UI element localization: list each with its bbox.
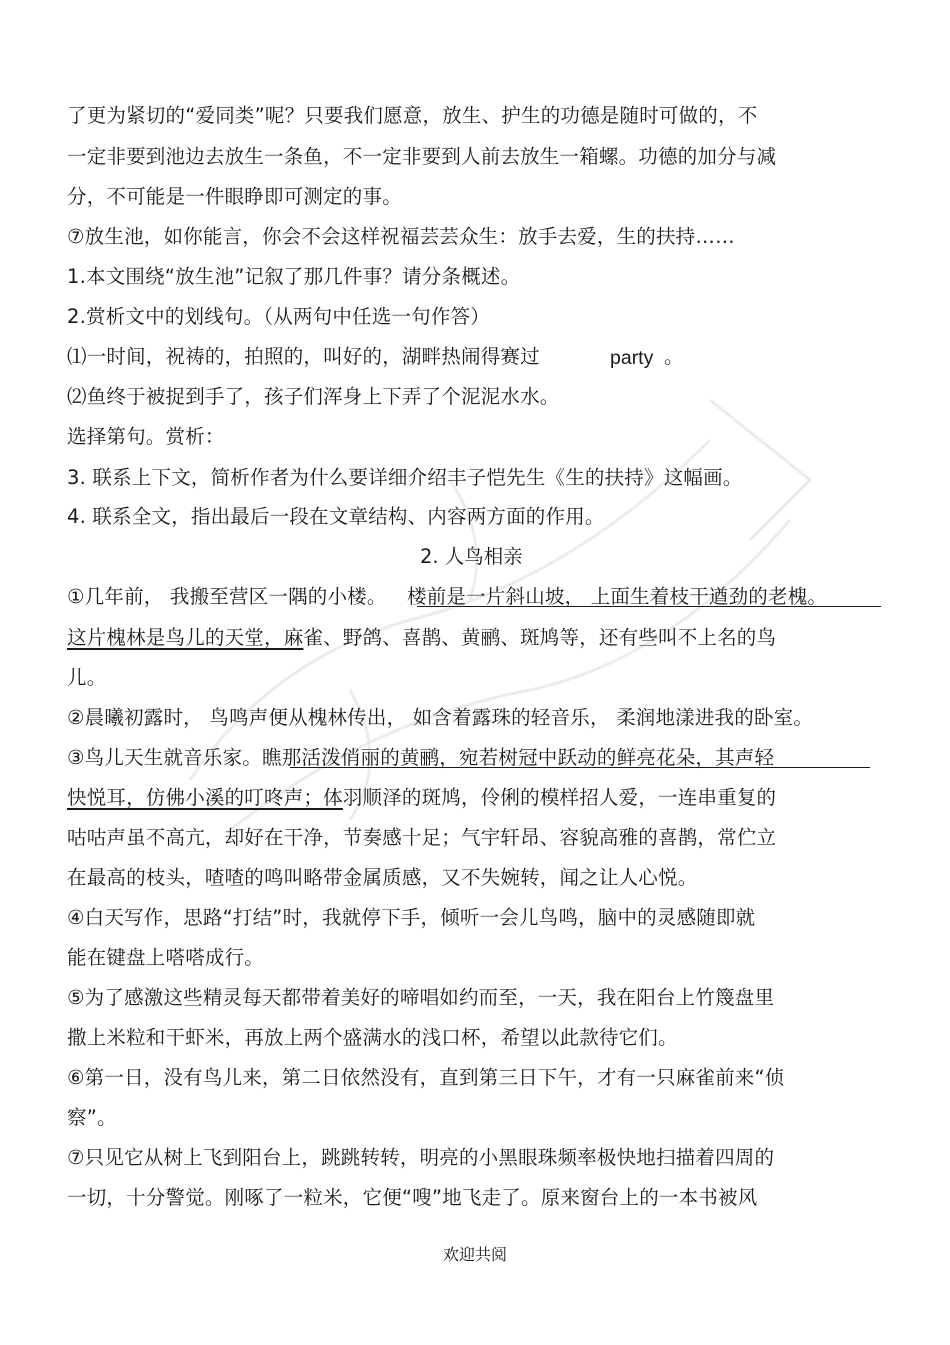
underline-rule [417,606,881,607]
answer-prompt: 选择第句。赏析： [67,425,225,448]
paragraph-4-line-2: 能在键盘上嗒嗒成行。 [67,946,265,969]
paragraph-5-line-1: ⑤为了感激这些精灵每天都带着美好的啼唱如约而至，一天，我在阳台上竹篾盘里 [67,986,775,1009]
text-line: 一定非要到池边去放生一条鱼，不一定非要到人前去放生一箱螺。功德的加分与减 [67,145,777,168]
paragraph-3-line-4: 在最高的枝头，喳喳的鸣叫略带金属质感，又不失婉转，闻之让人心悦。 [67,866,698,889]
paragraph-3-text: 羽顺泽的斑鸠，伶俐的模样招人爱，一连串重复的 [342,786,777,809]
paragraph-3-line-3: 咕咕声虽不高亢，却好在干净，节奏感十足；气宇轩昂、容貌高雅的喜鹊，常伫立 [67,826,777,849]
paragraph-4-line-1: ④白天写作，思路“打结”时，我就停下手，倾听一会儿鸟鸣，脑中的灵感随即就 [67,906,756,929]
text-line: 了更为紧切的“爱同类”呢？只要我们愿意，放生、护生的功德是随时可做的，不 [67,104,758,127]
question-2: 2.赏析文中的划线句。（从两句中任选一句作答） [67,305,490,328]
paragraph-2: ②晨曦初露时， 鸟鸣声便从槐林传出， 如含着露珠的轻音乐， 柔润地漾进我的卧室。 [67,706,814,729]
sentence-end-mark: 。 [664,346,684,368]
paragraph-1-line-2 [67,625,776,651]
paragraph-7: ⑦放生池，如你能言，你会不会这样祝福芸芸众生：放手去爱，生的扶持…… [67,225,735,248]
underlined-sentence: 快悦耳，仿佛小溪的叮咚声；体 [67,786,343,809]
paragraph-7-line-2: 一切，十分警觉。刚啄了一粒米，它便“嗖”地飞走了。原来窗台上的一本书被风 [67,1186,758,1209]
question-2-sentence-2: ⑵鱼终于被捉到手了，孩子们浑身上下弄了个泥泥水水。 [67,385,560,408]
text-line: 分，不可能是一件眼睁即可测定的事。 [67,185,402,208]
question-1: 1.本文围绕“放生池”记叙了那几件事？请分条概述。 [67,265,521,288]
page-footer: 欢迎共阅 [442,1245,507,1264]
paragraph-1-line-3: 儿。 [67,666,107,689]
underlined-sentence: 楼前是一片斜山坡， 上面生着枝干遒劲的老槐。 [407,585,828,608]
paragraph-3-line-2 [67,785,776,811]
paragraph-1-text: 雀、野鸽、喜鹊、黄鹂、斑鸠等，还有些叫不上名的鸟 [303,626,777,649]
underline-rule [290,767,870,768]
paragraph-6-line-2: 察”。 [67,1106,117,1129]
question-4: 4. 联系全文，指出最后一段在文章结构、内容两方面的作用。 [67,505,605,528]
paragraph-6-line-1: ⑥第一日，没有鸟儿来，第二日依然没有，直到第三日下午，才有一只麻雀前来“侦 [67,1066,785,1089]
paragraph-1-text: ①几年前， 我搬至营区一隅的小楼。 [67,585,387,608]
question-3: 3. 联系上下文，简析作者为什么要详细介绍丰子恺先生《生的扶持》这幅画。 [67,466,743,489]
question-2-sentence-1: ⑴一时间，祝祷的，拍照的，叫好的，湖畔热闹得赛过 [67,345,540,368]
underlined-sentence: 这片槐林是鸟儿的天堂，麻 [67,626,304,649]
paragraph-5-line-2: 撒上米粒和干虾米，再放上两个盛满水的浅口杯，希望以此款待它们。 [67,1026,678,1049]
paragraph-7-line-1: ⑦只见它从树上飞到阳台上，跳跳转转，明亮的小黑眼珠频率极快地扫描着四周的 [67,1146,775,1169]
paragraph-3-text: ③鸟儿天生就音乐家。瞧 [67,746,282,769]
section-title: 2. 人鸟相亲 [420,545,523,568]
party-word: party [610,347,654,369]
underlined-sentence: 那活泼俏丽的黄鹂，宛若树冠中跃动的鲜亮花朵，其声轻 [281,746,775,769]
